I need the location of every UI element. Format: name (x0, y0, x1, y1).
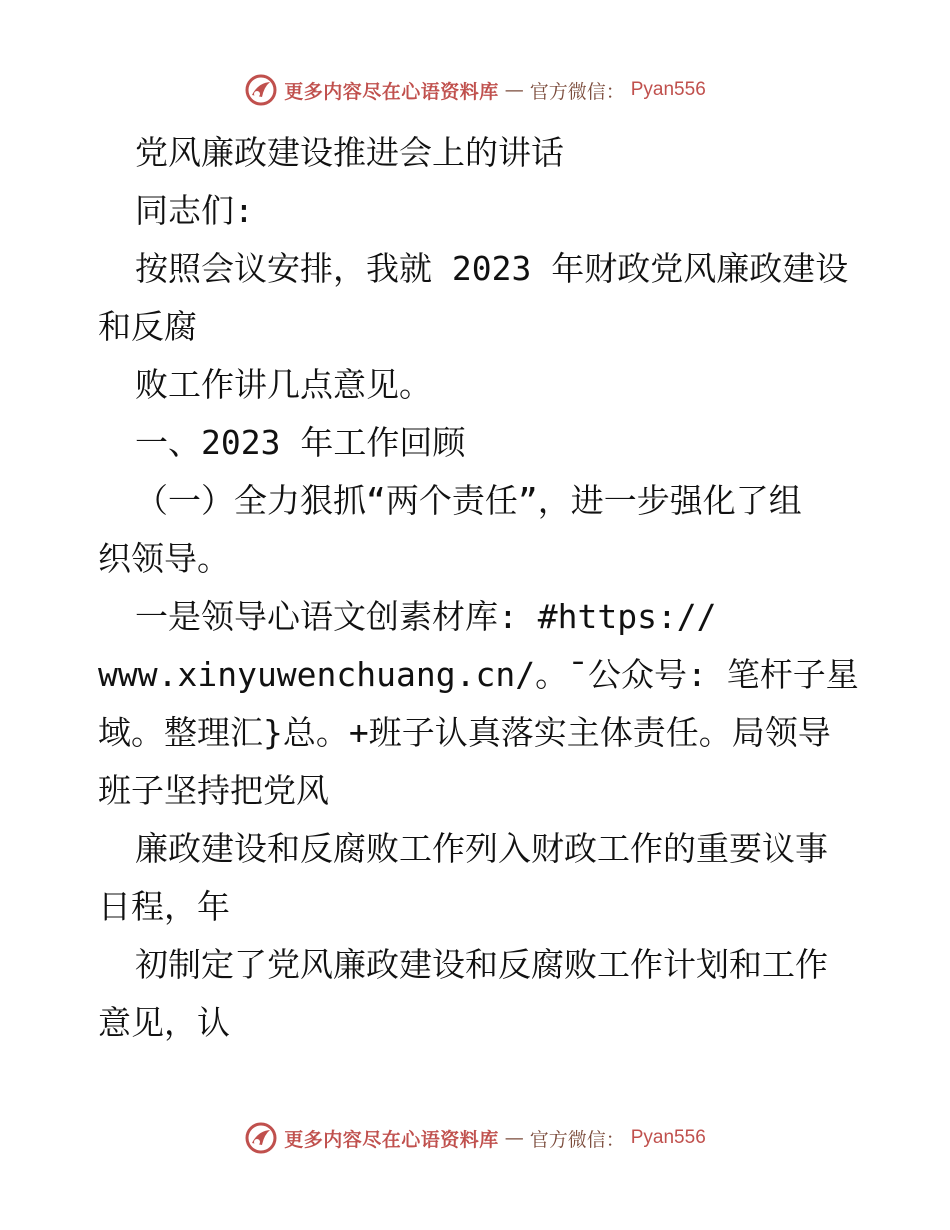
doc-line: www.xinyuwenchuang.cn/。¯公众号: 笔杆子星 (98, 655, 859, 694)
doc-salutation: 同志们: (135, 191, 254, 230)
header-separator: — (504, 79, 524, 101)
doc-line: 班子坚持把党风 (98, 771, 329, 810)
footer-promo-text: 更多内容尽在心语资料库 (284, 1128, 499, 1151)
doc-subsection-heading: （一）全力狠抓“两个责任”，进一步强化了组 (135, 481, 802, 520)
doc-line: 日程，年 (98, 887, 230, 926)
doc-section-heading: 一、2023 年工作回顾 (135, 423, 466, 462)
doc-title: 党风廉政建设推进会上的讲话 (135, 133, 564, 172)
brush-seal-icon (244, 73, 278, 107)
doc-line: 廉政建设和反腐败工作列入财政工作的重要议事 (135, 829, 828, 868)
footer-banner (0, 1118, 950, 1158)
header-promo-text: 更多内容尽在心语资料库 (284, 80, 499, 103)
footer-contact-id: Pyan556 (630, 1127, 706, 1148)
header-contact-text: 官方微信： (529, 80, 625, 103)
doc-line: 和反腐 (98, 307, 197, 346)
footer-contact-text: 官方微信： (529, 1128, 625, 1151)
doc-line: 一是领导心语文创素材库: #https:// (135, 597, 717, 636)
doc-line: 初制定了党风廉政建设和反腐败工作计划和工作 (135, 945, 828, 984)
brush-seal-icon (244, 1121, 278, 1155)
doc-line: 败工作讲几点意见。 (135, 365, 432, 404)
header-contact-id: Pyan556 (630, 79, 706, 100)
doc-line: 按照会议安排，我就 2023 年财政党风廉政建设 (135, 249, 849, 288)
footer-separator: — (504, 1127, 524, 1149)
doc-line: 意见，认 (98, 1003, 230, 1042)
doc-line: 域。整理汇}总。+班子认真落实主体责任。局领导 (98, 713, 831, 752)
document-body (98, 124, 858, 1052)
header-banner (0, 70, 950, 110)
doc-line: 织领导。 (98, 539, 230, 578)
